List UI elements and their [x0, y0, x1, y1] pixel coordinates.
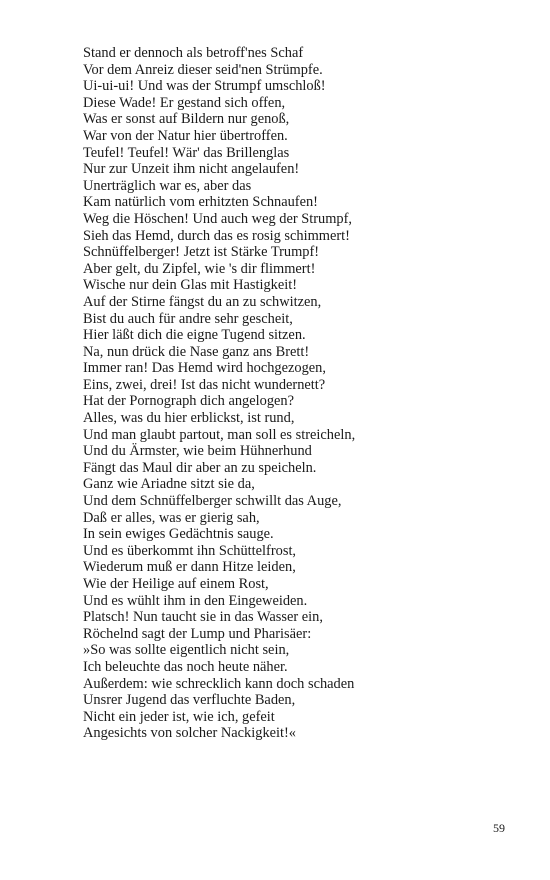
poem-line: Nicht ein jeder ist, wie ich, gefeit — [83, 708, 275, 725]
poem-line: Und man glaubt partout, man soll es streicheln, — [83, 426, 356, 443]
poem-line: Angesichts von solcher Nackigkeit!« — [83, 725, 297, 742]
poem-line: Ui-ui-ui! Und was der Strumpf umschloß! — [83, 78, 326, 95]
poem-line: Immer ran! Das Hemd wird hochgezogen, — [83, 360, 326, 377]
poem-line: Was er sonst auf Bildern nur genoß, — [83, 111, 290, 128]
poem-line: War von der Natur hier übertroffen. — [83, 127, 288, 144]
poem-line: Bist du auch für andre sehr gescheit, — [83, 310, 293, 327]
poem-line: Wie der Heilige auf einem Rost, — [83, 576, 269, 592]
poem-line: Hat der Pornograph dich angelogen? — [83, 393, 294, 410]
page-number: 59 — [493, 821, 505, 835]
poem-line: Nur zur Unzeit ihm nicht angelaufen! — [83, 161, 300, 178]
poem-line: »So was sollte eigentlich nicht sein, — [83, 642, 290, 659]
poem-line: Röchelnd sagt der Lump und Pharisäer: — [83, 625, 312, 642]
poem-line: Ganz wie Ariadne sitzt sie da, — [83, 476, 255, 493]
poem-line: Wiederum muß er dann Hitze leiden, — [83, 559, 296, 576]
poem-line: Fängt das Maul dir aber an zu speicheln. — [83, 459, 317, 476]
poem-line: Daß er alles, was er gierig sah, — [83, 509, 260, 526]
poem-line: Hier läßt dich die eigne Tugend sitzen. — [83, 327, 306, 344]
poem-line: Alles, was du hier erblickst, ist rund, — [83, 410, 295, 427]
poem-line: Ich beleuchte das noch heute näher. — [83, 658, 288, 675]
poem-line: Aber gelt, du Zipfel, wie 's dir flimmert! — [83, 260, 316, 277]
poem-line: Teufel! Teufel! Wär' das Brillenglas — [83, 144, 290, 161]
poem-line: Unsrer Jugend das verfluchte Baden, — [83, 692, 296, 709]
poem-line: In sein ewiges Gedächtnis sauge. — [83, 526, 274, 543]
poem-line: Außerdem: wie schrecklich kann doch schaden — [83, 675, 355, 692]
poem-line: Und es wühlt ihm in den Eingeweiden. — [83, 592, 308, 609]
poem-line: Stand er dennoch als betroff'nes Schaf — [83, 45, 304, 61]
poem-line: Und dem Schnüffelberger schwillt das Auge, — [83, 493, 342, 510]
poem-line: Vor dem Anreiz dieser seid'nen Strümpfe. — [83, 61, 323, 78]
poem-line: Diese Wade! Er gestand sich offen, — [83, 94, 286, 111]
poem-line: Kam natürlich vom erhitzten Schnaufen! — [83, 194, 318, 211]
poem-line: Sieh das Hemd, durch das es rosig schimmert! — [83, 227, 350, 244]
poem-line: Eins, zwei, drei! Ist das nicht wundernett? — [83, 376, 326, 393]
poem-line: Und du Ärmster, wie beim Hühnerhund — [83, 443, 312, 460]
poem-line: Auf der Stirne fängst du an zu schwitzen, — [83, 293, 322, 310]
poem-line: Na, nun drück die Nase ganz ans Brett! — [83, 343, 310, 360]
poem-line: Wische nur dein Glas mit Hastigkeit! — [83, 277, 298, 294]
poem-line: Schnüffelberger! Jetzt ist Stärke Trumpf! — [83, 244, 320, 261]
poem-line: Und es überkommt ihn Schüttelfrost, — [83, 542, 297, 559]
poem-line: Weg die Höschen! Und auch weg der Strumpf, — [83, 210, 352, 227]
poem-line: Unerträglich war es, aber das — [83, 177, 252, 194]
poem-line: Platsch! Nun taucht sie in das Wasser ein, — [83, 609, 323, 626]
poem-text — [83, 45, 523, 742]
